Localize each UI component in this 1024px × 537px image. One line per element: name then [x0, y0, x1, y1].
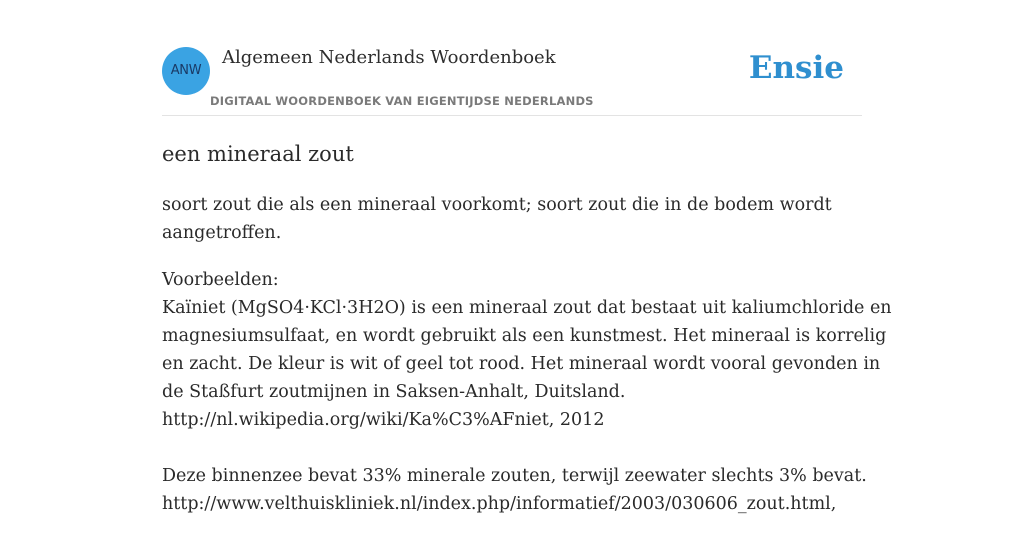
examples	[162, 266, 892, 518]
example-source-link[interactable]: http://nl.wikipedia.org/wiki/Ka%C3%AFniet, 2012	[162, 410, 605, 430]
ensie-logo-link[interactable]: Ensie	[748, 50, 844, 86]
definition-line: aangetroffen.	[162, 223, 282, 243]
headword: een mineraal zout	[162, 142, 354, 166]
site-title[interactable]: Algemeen Nederlands Woordenboek	[222, 47, 556, 68]
example-line: Deze binnenzee bevat 33% minerale zouten, terwijl zeewater slechts 3% bevat.	[162, 466, 867, 486]
spacer	[162, 434, 867, 462]
examples-label: Voorbeelden:	[162, 270, 279, 290]
definition-line: soort zout die als een mineraal voorkomt; soort zout die in de bodem wordt	[162, 195, 832, 215]
example-line: magnesiumsulfaat, en wordt gebruikt als een kunstmest. Het mineraal is korrelig	[162, 326, 887, 346]
example-line: Kaïniet (MgSO4·KCl·3H2O) is een mineraal zout dat bestaat uit kaliumchloride en	[162, 298, 892, 318]
example-line: de Staßfurt zoutmijnen in Saksen-Anhalt, Duitsland.	[162, 382, 626, 402]
site-header	[162, 40, 862, 116]
site-subtitle: DIGITAAL WOORDENBOEK VAN EIGENTIJDSE NEDERLANDS	[210, 94, 594, 108]
entry-content	[162, 139, 892, 537]
example-source-link[interactable]: http://www.velthuiskliniek.nl/index.php/informatief/2003/030606_zout.html,	[162, 494, 837, 514]
definition	[162, 191, 867, 247]
anw-logo[interactable]: ANW	[162, 47, 210, 95]
example-line: en zacht. De kleur is wit of geel tot rood. Het mineraal wordt vooral gevonden in	[162, 354, 881, 374]
